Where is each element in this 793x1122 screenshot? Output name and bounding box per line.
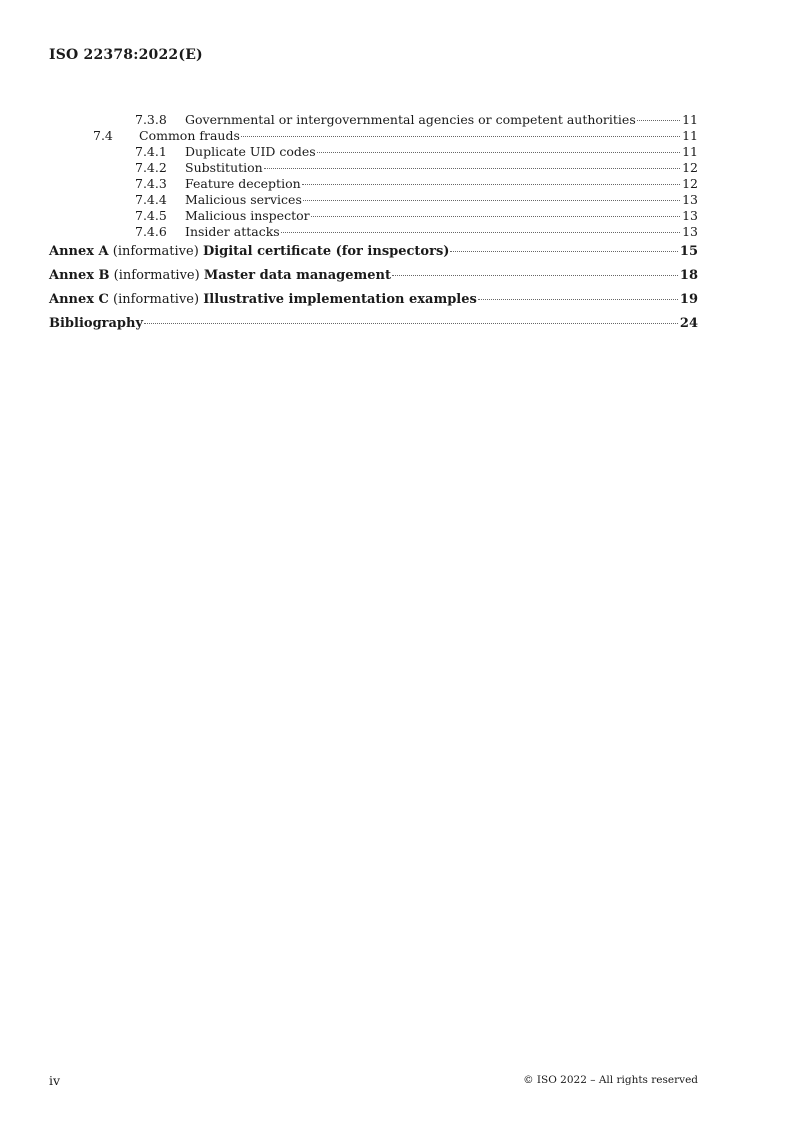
toc-entry-annex-b[interactable] (49, 264, 698, 288)
toc-entry-number: 7.4 (93, 128, 113, 143)
toc-entry-page: 12 (682, 176, 698, 191)
annex-kind: (informative) (113, 292, 200, 307)
copyright-notice: © ISO 2022 – All rights reserved (523, 1074, 698, 1086)
toc-entry-7-4-4[interactable] (49, 192, 698, 208)
annex-kind: (informative) (113, 268, 200, 283)
toc-leader-dots (302, 184, 680, 185)
toc-entry-page: 19 (679, 292, 698, 307)
annex-title: Master data management (203, 268, 391, 283)
toc-entry-7-4-3[interactable] (49, 176, 698, 192)
toc-entry-page: 13 (682, 224, 698, 239)
toc-entry-page: 15 (679, 244, 698, 259)
toc-leader-dots (392, 275, 678, 276)
toc-entry-7-4-6[interactable] (49, 224, 698, 240)
toc-leader-dots (281, 232, 680, 233)
toc-entry-page: 13 (682, 208, 698, 223)
toc-entry-annex-c[interactable] (49, 288, 698, 312)
toc-leader-dots (241, 136, 680, 137)
toc-entry-number: 7.4.3 (135, 176, 167, 191)
toc-entry-number: 7.4.4 (135, 192, 167, 207)
annex-title: Digital certificate (for inspectors) (202, 244, 450, 259)
toc-entry-title: Malicious inspector (185, 208, 310, 223)
document-header: ISO 22378:2022(E) (49, 47, 203, 63)
toc-entry-page: 11 (682, 112, 698, 127)
toc-leader-dots (303, 200, 680, 201)
toc-entry-7-4-5[interactable] (49, 208, 698, 224)
toc-entry-title: Duplicate UID codes (185, 144, 316, 159)
toc-entry-page: 24 (679, 316, 698, 331)
toc-entry-page: 18 (679, 268, 698, 283)
toc-entry-page: 11 (682, 128, 698, 143)
toc-entry-7-3-8[interactable] (49, 112, 698, 128)
toc-entry-number: 7.4.6 (135, 224, 167, 239)
page-number: iv (49, 1073, 61, 1088)
toc-entry-title: Malicious services (185, 192, 302, 207)
toc-entry-7-4-2[interactable] (49, 160, 698, 176)
toc-leader-dots (311, 216, 680, 217)
annex-kind: (informative) (112, 244, 199, 259)
table-of-contents (49, 112, 698, 336)
toc-leader-dots (637, 120, 680, 121)
toc-entry-bibliography[interactable] (49, 312, 698, 336)
toc-entry-title: Governmental or intergovernmental agencies or competent authorities (185, 112, 636, 127)
toc-entry-page: 12 (682, 160, 698, 175)
toc-leader-dots (450, 251, 677, 252)
toc-entry-title: Substitution (185, 160, 263, 175)
toc-entry-title: Feature deception (185, 176, 301, 191)
toc-entry-title: Common frauds (139, 128, 240, 143)
toc-leader-dots (264, 168, 680, 169)
annex-label: Annex A (49, 244, 109, 259)
toc-entry-page: 13 (682, 192, 698, 207)
toc-leader-dots (478, 299, 678, 300)
bibliography-title: Bibliography (49, 316, 144, 331)
toc-entry-number: 7.4.2 (135, 160, 167, 175)
toc-entry-title: Insider attacks (185, 224, 280, 239)
toc-entry-annex-a[interactable] (49, 240, 698, 264)
toc-entry-7-4-1[interactable] (49, 144, 698, 160)
toc-entry-page: 11 (682, 144, 698, 159)
toc-leader-dots (317, 152, 680, 153)
annex-label: Annex C (49, 292, 109, 307)
toc-entry-number: 7.4.1 (135, 144, 167, 159)
toc-entry-7-4[interactable] (49, 128, 698, 144)
annex-label: Annex B (49, 268, 110, 283)
toc-entry-number: 7.3.8 (135, 112, 167, 127)
toc-entry-number: 7.4.5 (135, 208, 167, 223)
annex-title: Illustrative implementation examples (203, 292, 477, 307)
toc-leader-dots (144, 323, 678, 324)
